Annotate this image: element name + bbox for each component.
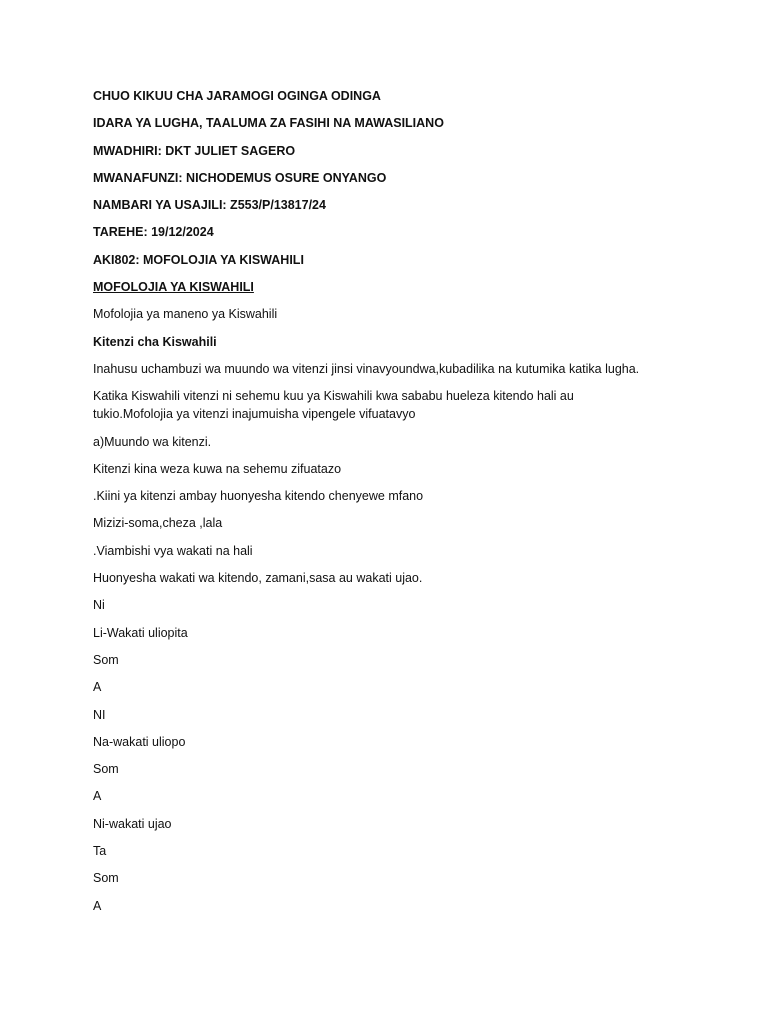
list-item: Som	[93, 762, 119, 777]
line-a: a)Muundo wa kitenzi.	[93, 434, 212, 449]
university-name: CHUO KIKUU CHA JARAMOGI OGINGA ODINGA	[93, 89, 381, 103]
paragraph-2-line-1: Katika Kiswahili vitenzi ni sehemu kuu ya Kiswahili kwa sababu hueleza kitendo hali au	[93, 389, 574, 404]
document-page	[93, 87, 713, 924]
line-f: Huonyesha wakati wa kitendo, zamani,sasa au wakati ujao.	[93, 571, 423, 586]
list-item: A	[93, 680, 102, 695]
paragraph-2-line-2: tukio.Mofolojia ya vitenzi inajumuisha vipengele vifuatavyo	[93, 407, 416, 422]
list-item: Som	[93, 652, 119, 667]
department-name: IDARA YA LUGHA, TAALUMA ZA FASIHI NA MAWASILIANO	[93, 116, 444, 131]
line-b: Kitenzi kina weza kuwa na sehemu zifuatazo	[93, 461, 342, 476]
paragraph-2	[93, 387, 713, 423]
subheading: Kitenzi cha Kiswahili	[93, 334, 217, 349]
paragraph-1: Inahusu uchambuzi wa muundo wa vitenzi jinsi vinavyoundwa,kubadilika na kutumika katika lugha.	[93, 361, 640, 376]
line-c: .Kiini ya kitenzi ambay huonyesha kitendo chenyewe mfano	[93, 489, 424, 504]
list-item: Ta	[93, 844, 107, 859]
list-item: A	[93, 789, 102, 804]
course-code: AKI802: MOFOLOJIA YA KISWAHILI	[93, 252, 304, 267]
line-d: Mizizi-soma,cheza ,lala	[93, 516, 223, 531]
student-name: MWANAFUNZI: NICHODEMUS OSURE ONYANGO	[93, 170, 387, 185]
registration-number: NAMBARI YA USAJILI: Z553/P/13817/24	[93, 198, 326, 213]
intro-line: Mofolojia ya maneno ya Kiswahili	[93, 307, 278, 322]
line-e: .Viambishi vya wakati na hali	[93, 543, 253, 558]
list-item: NI	[93, 707, 106, 722]
list-item: Li-Wakati uliopita	[93, 625, 188, 640]
list-item: A	[93, 898, 102, 913]
list-item: Ni	[93, 598, 105, 613]
document-title: MOFOLOJIA YA KISWAHILI	[93, 280, 254, 295]
document-date: TAREHE: 19/12/2024	[93, 225, 214, 240]
list-item: Na-wakati uliopo	[93, 734, 186, 749]
list-item: Som	[93, 871, 119, 886]
list-item: Ni-wakati ujao	[93, 816, 172, 831]
lecturer-name: MWADHIRI: DKT JULIET SAGERO	[93, 143, 296, 158]
